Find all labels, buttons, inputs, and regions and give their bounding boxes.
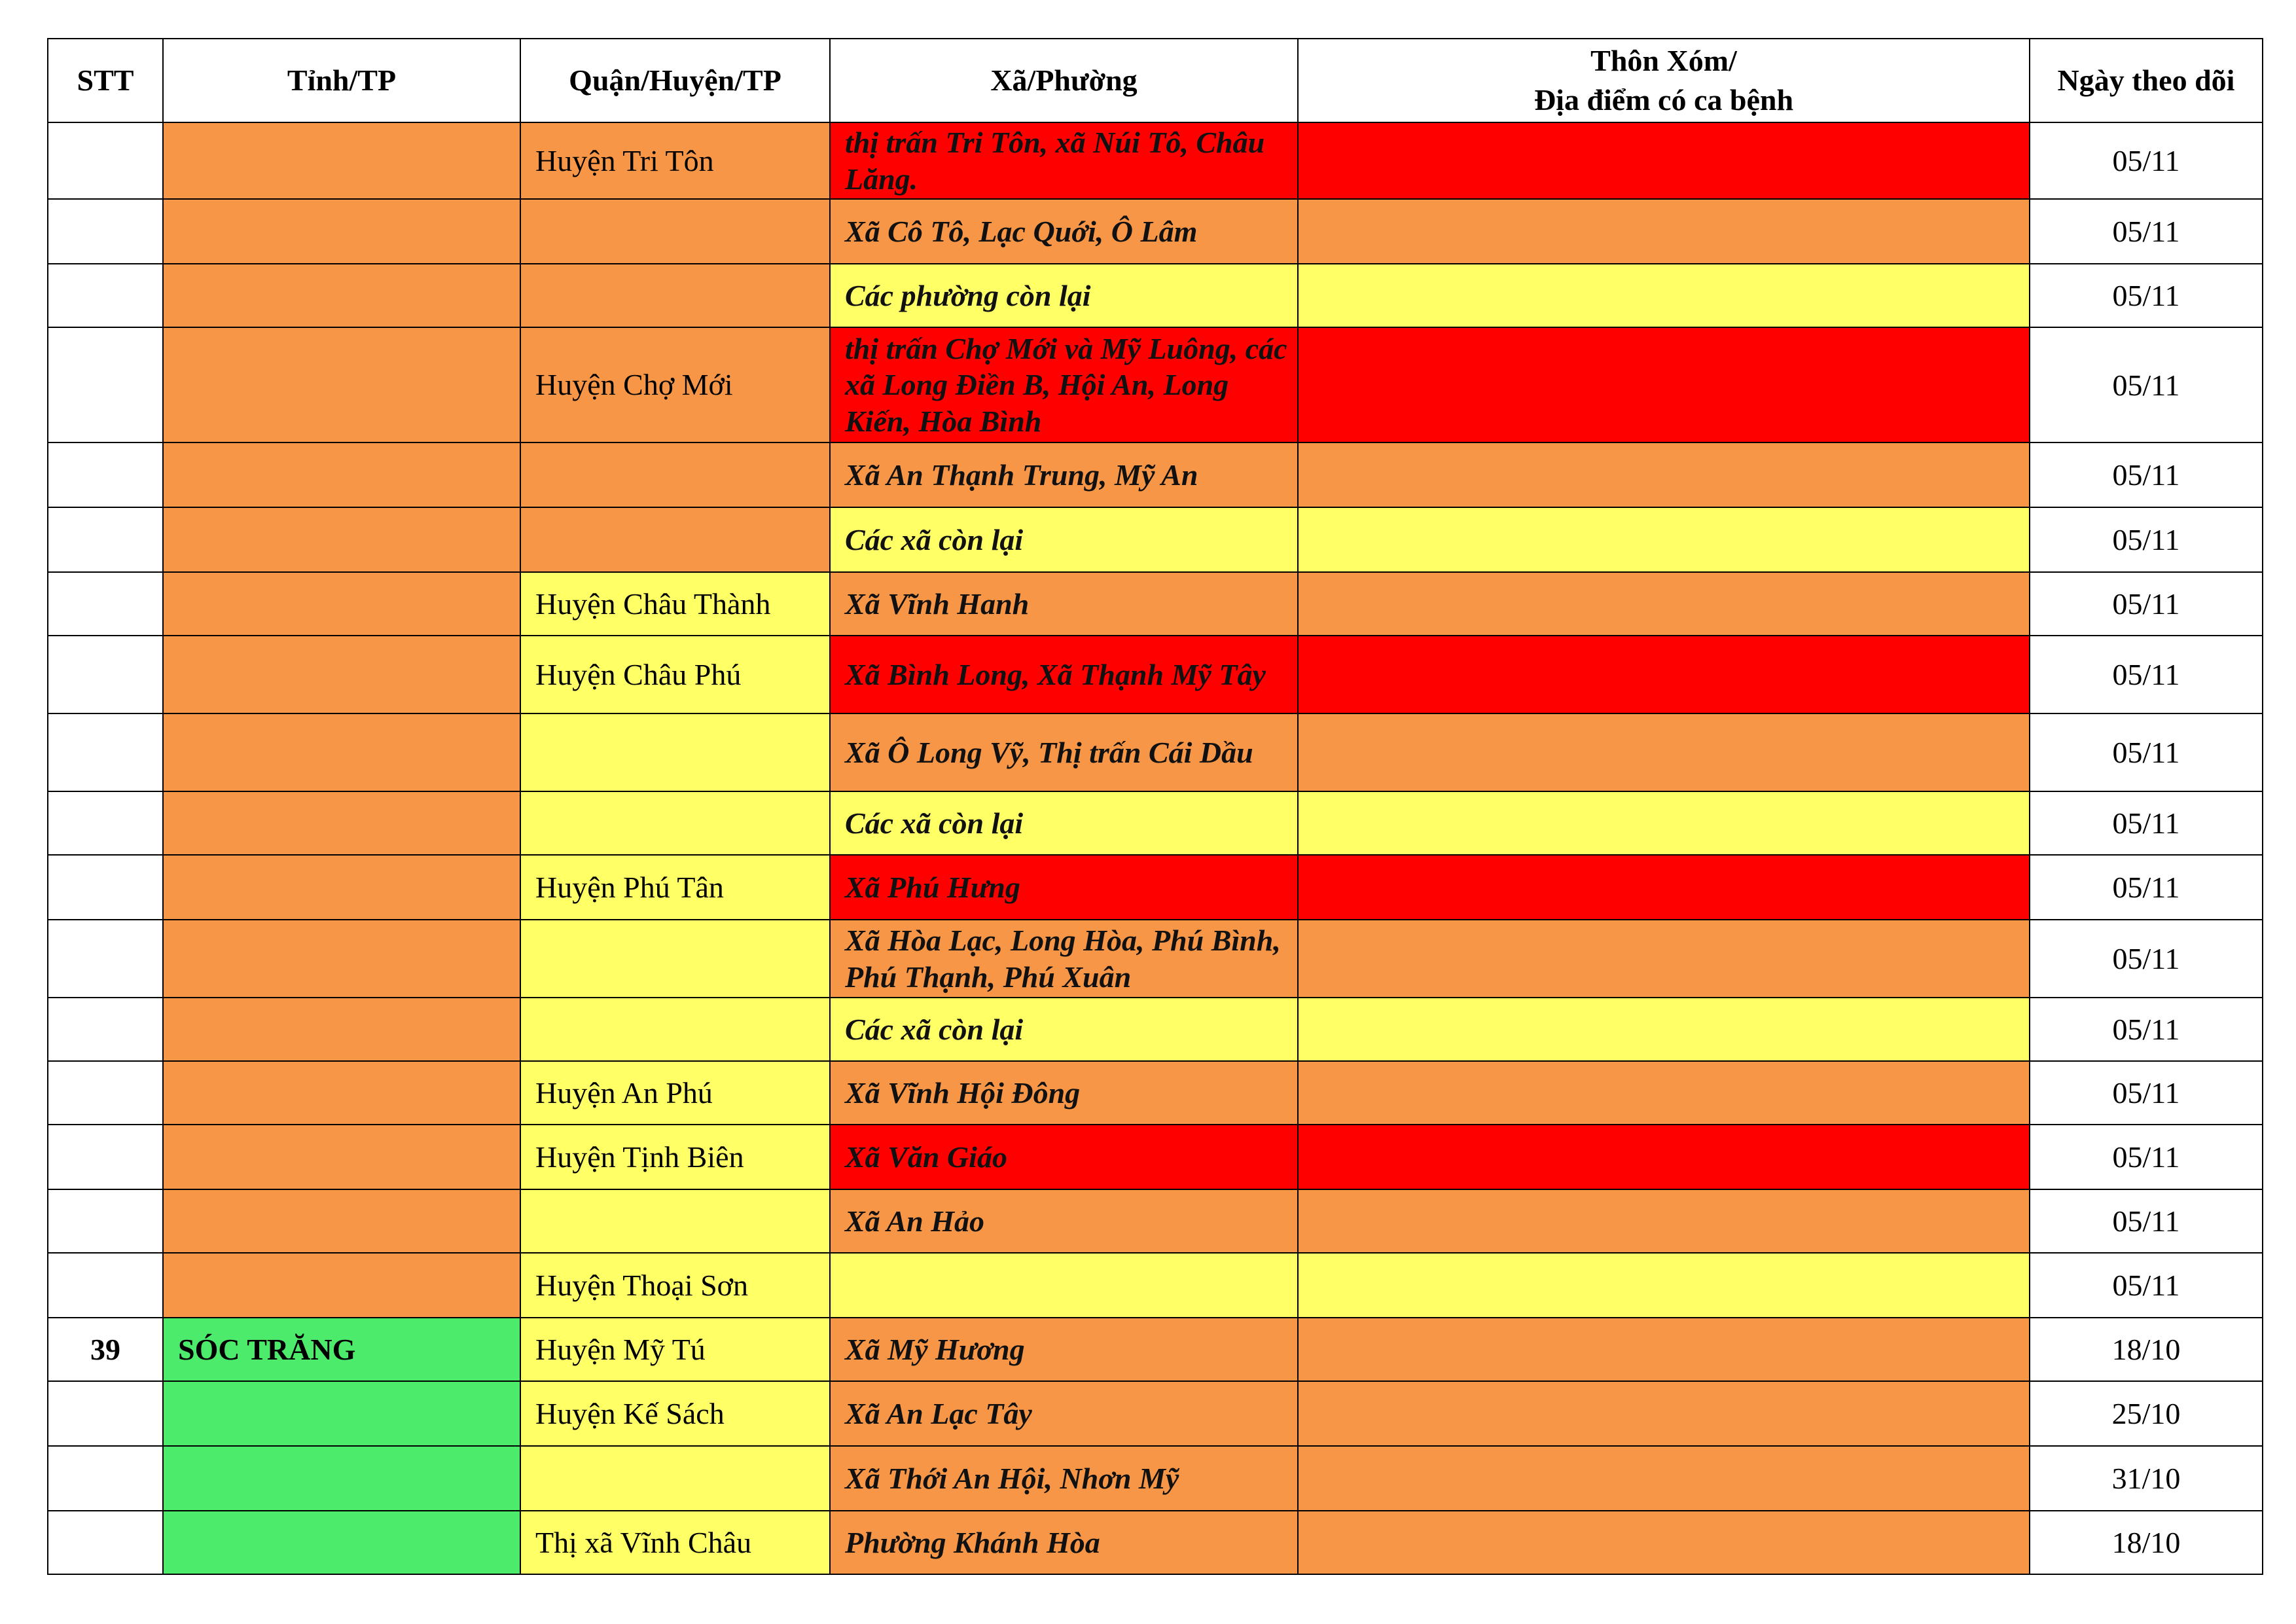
stt-cell xyxy=(48,1253,163,1318)
district-cell xyxy=(520,791,830,855)
commune-cell: Các phường còn lại xyxy=(830,264,1298,327)
hamlet-cell xyxy=(1298,1189,2030,1253)
header-hamlet xyxy=(1298,39,2030,122)
table-header-row xyxy=(48,39,2263,122)
date-cell: 31/10 xyxy=(2030,1446,2263,1511)
province-cell xyxy=(163,998,520,1061)
province-cell xyxy=(163,791,520,855)
hamlet-cell xyxy=(1298,713,2030,791)
commune-cell: thị trấn Tri Tôn, xã Núi Tô, Châu Lăng. xyxy=(830,122,1298,199)
hamlet-cell xyxy=(1298,998,2030,1061)
province-cell: SÓC TRĂNG xyxy=(163,1318,520,1381)
date-cell: 05/11 xyxy=(2030,791,2263,855)
district-cell: Huyện Tri Tôn xyxy=(520,122,830,199)
stt-cell xyxy=(48,1381,163,1446)
table-row xyxy=(48,442,2263,507)
stt-cell xyxy=(48,1189,163,1253)
date-cell: 05/11 xyxy=(2030,442,2263,507)
date-cell: 05/11 xyxy=(2030,998,2263,1061)
table-row xyxy=(48,791,2263,855)
hamlet-cell xyxy=(1298,122,2030,199)
district-cell xyxy=(520,442,830,507)
hamlet-cell xyxy=(1298,636,2030,713)
date-cell: 05/11 xyxy=(2030,122,2263,199)
province-cell xyxy=(163,1511,520,1574)
commune-cell: Xã Thới An Hội, Nhơn Mỹ xyxy=(830,1446,1298,1511)
date-cell: 05/11 xyxy=(2030,264,2263,327)
stt-cell xyxy=(48,713,163,791)
commune-cell: Các xã còn lại xyxy=(830,791,1298,855)
table-body xyxy=(48,122,2263,1574)
province-cell xyxy=(163,920,520,998)
hamlet-cell xyxy=(1298,507,2030,572)
district-cell: Huyện Mỹ Tú xyxy=(520,1318,830,1381)
table-row xyxy=(48,1253,2263,1318)
district-cell: Huyện Châu Phú xyxy=(520,636,830,713)
commune-cell: Phường Khánh Hòa xyxy=(830,1511,1298,1574)
date-cell: 18/10 xyxy=(2030,1511,2263,1574)
province-cell xyxy=(163,264,520,327)
hamlet-cell xyxy=(1298,1318,2030,1381)
table-row xyxy=(48,998,2263,1061)
stt-cell xyxy=(48,572,163,636)
stt-cell xyxy=(48,636,163,713)
date-cell: 05/11 xyxy=(2030,572,2263,636)
stt-cell xyxy=(48,199,163,264)
stt-cell xyxy=(48,1446,163,1511)
stt-cell xyxy=(48,264,163,327)
district-cell: Huyện Chợ Mới xyxy=(520,327,830,442)
stt-cell xyxy=(48,1511,163,1574)
commune-cell: Các xã còn lại xyxy=(830,507,1298,572)
province-cell xyxy=(163,1061,520,1125)
district-cell: Huyện Kế Sách xyxy=(520,1381,830,1446)
province-cell xyxy=(163,636,520,713)
hamlet-cell xyxy=(1298,1253,2030,1318)
header-province: Tỉnh/TP xyxy=(163,39,520,122)
stt-cell xyxy=(48,122,163,199)
commune-cell: Xã An Lạc Tây xyxy=(830,1381,1298,1446)
date-cell: 25/10 xyxy=(2030,1381,2263,1446)
province-cell xyxy=(163,199,520,264)
table-row xyxy=(48,713,2263,791)
date-cell: 05/11 xyxy=(2030,713,2263,791)
province-cell xyxy=(163,122,520,199)
header-hamlet-line1: Thôn Xóm/ xyxy=(1590,44,1737,78)
hamlet-cell xyxy=(1298,1446,2030,1511)
commune-cell xyxy=(830,1253,1298,1318)
header-stt: STT xyxy=(48,39,163,122)
province-cell xyxy=(163,713,520,791)
commune-cell: Các xã còn lại xyxy=(830,998,1298,1061)
commune-cell: Xã Phú Hưng xyxy=(830,855,1298,920)
table-row xyxy=(48,1061,2263,1125)
district-cell: Huyện An Phú xyxy=(520,1061,830,1125)
stt-cell xyxy=(48,442,163,507)
hamlet-cell xyxy=(1298,855,2030,920)
district-cell xyxy=(520,199,830,264)
hamlet-cell xyxy=(1298,1061,2030,1125)
hamlet-cell xyxy=(1298,791,2030,855)
table-row xyxy=(48,1318,2263,1381)
date-cell: 05/11 xyxy=(2030,1189,2263,1253)
stt-cell xyxy=(48,327,163,442)
stt-cell: 39 xyxy=(48,1318,163,1381)
table-row xyxy=(48,327,2263,442)
header-district: Quận/Huyện/TP xyxy=(520,39,830,122)
commune-cell: Xã Vĩnh Hanh xyxy=(830,572,1298,636)
stt-cell xyxy=(48,920,163,998)
table-row xyxy=(48,1511,2263,1574)
table-row xyxy=(48,199,2263,264)
table-row xyxy=(48,1446,2263,1511)
table-row xyxy=(48,572,2263,636)
table-row xyxy=(48,507,2263,572)
stt-cell xyxy=(48,791,163,855)
district-cell xyxy=(520,998,830,1061)
commune-cell: Xã Cô Tô, Lạc Quới, Ô Lâm xyxy=(830,199,1298,264)
stt-cell xyxy=(48,1125,163,1189)
hamlet-cell xyxy=(1298,442,2030,507)
commune-cell: Xã Văn Giáo xyxy=(830,1125,1298,1189)
province-cell xyxy=(163,1253,520,1318)
date-cell: 05/11 xyxy=(2030,1125,2263,1189)
hamlet-cell xyxy=(1298,199,2030,264)
outbreak-zone-table xyxy=(47,38,2263,1575)
district-cell: Huyện Tịnh Biên xyxy=(520,1125,830,1189)
district-cell xyxy=(520,507,830,572)
hamlet-cell xyxy=(1298,327,2030,442)
date-cell: 05/11 xyxy=(2030,507,2263,572)
table-row xyxy=(48,122,2263,199)
district-cell xyxy=(520,713,830,791)
table-row xyxy=(48,264,2263,327)
hamlet-cell xyxy=(1298,1381,2030,1446)
commune-cell: Xã Vĩnh Hội Đông xyxy=(830,1061,1298,1125)
province-cell xyxy=(163,1446,520,1511)
stt-cell xyxy=(48,507,163,572)
stt-cell xyxy=(48,855,163,920)
date-cell: 05/11 xyxy=(2030,855,2263,920)
header-date: Ngày theo dõi xyxy=(2030,39,2263,122)
table-row xyxy=(48,636,2263,713)
province-cell xyxy=(163,572,520,636)
date-cell: 05/11 xyxy=(2030,920,2263,998)
district-cell: Huyện Phú Tân xyxy=(520,855,830,920)
province-cell xyxy=(163,327,520,442)
commune-cell: Xã Hòa Lạc, Long Hòa, Phú Bình, Phú Thạnh, Phú Xuân xyxy=(830,920,1298,998)
commune-cell: Xã An Thạnh Trung, Mỹ An xyxy=(830,442,1298,507)
date-cell: 05/11 xyxy=(2030,327,2263,442)
stt-cell xyxy=(48,1061,163,1125)
commune-cell: Xã Bình Long, Xã Thạnh Mỹ Tây xyxy=(830,636,1298,713)
date-cell: 05/11 xyxy=(2030,1061,2263,1125)
province-cell xyxy=(163,1381,520,1446)
district-cell xyxy=(520,1446,830,1511)
commune-cell: Xã Ô Long Vỹ, Thị trấn Cái Dầu xyxy=(830,713,1298,791)
header-hamlet-line2: Địa điểm có ca bệnh xyxy=(1534,83,1794,117)
commune-cell: Xã An Hảo xyxy=(830,1189,1298,1253)
hamlet-cell xyxy=(1298,264,2030,327)
province-cell xyxy=(163,855,520,920)
date-cell: 05/11 xyxy=(2030,199,2263,264)
table-row xyxy=(48,1189,2263,1253)
district-cell: Thị xã Vĩnh Châu xyxy=(520,1511,830,1574)
province-cell xyxy=(163,442,520,507)
district-cell xyxy=(520,920,830,998)
hamlet-cell xyxy=(1298,572,2030,636)
district-cell: Huyện Châu Thành xyxy=(520,572,830,636)
hamlet-cell xyxy=(1298,1125,2030,1189)
hamlet-cell xyxy=(1298,1511,2030,1574)
province-cell xyxy=(163,507,520,572)
stt-cell xyxy=(48,998,163,1061)
district-cell: Huyện Thoại Sơn xyxy=(520,1253,830,1318)
date-cell: 18/10 xyxy=(2030,1318,2263,1381)
table-row xyxy=(48,920,2263,998)
table-row xyxy=(48,855,2263,920)
hamlet-cell xyxy=(1298,920,2030,998)
commune-cell: Xã Mỹ Hương xyxy=(830,1318,1298,1381)
date-cell: 05/11 xyxy=(2030,636,2263,713)
table-row xyxy=(48,1125,2263,1189)
district-cell xyxy=(520,1189,830,1253)
commune-cell: thị trấn Chợ Mới và Mỹ Luông, các xã Long Điền B, Hội An, Long Kiến, Hòa Bình xyxy=(830,327,1298,442)
header-commune: Xã/Phường xyxy=(830,39,1298,122)
province-cell xyxy=(163,1189,520,1253)
table-row xyxy=(48,1381,2263,1446)
district-cell xyxy=(520,264,830,327)
date-cell: 05/11 xyxy=(2030,1253,2263,1318)
province-cell xyxy=(163,1125,520,1189)
